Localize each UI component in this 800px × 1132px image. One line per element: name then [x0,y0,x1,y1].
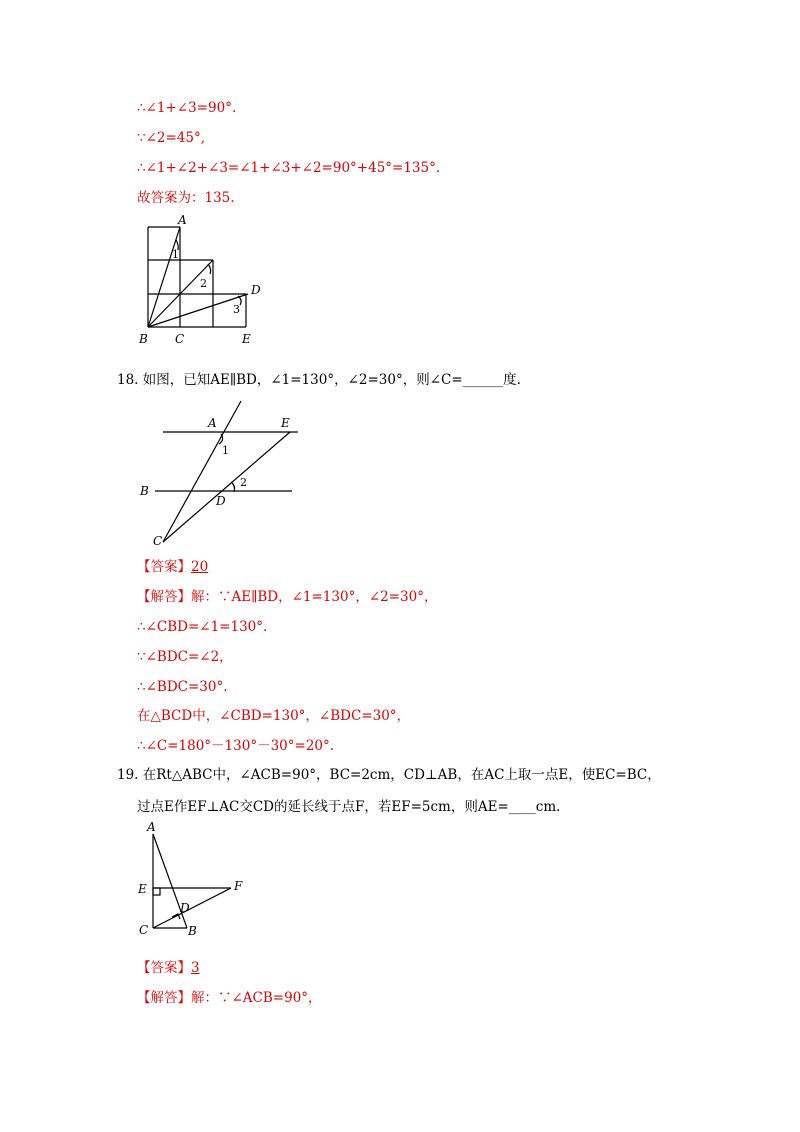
label-A: A [147,820,156,834]
label-C: C [153,534,163,548]
label-A: A [178,213,187,227]
label-C: C [139,923,149,937]
label-1: 1 [222,444,229,457]
label-A: A [208,416,217,430]
label-D: D [180,901,190,915]
label-B: B [139,332,148,346]
solution-line: ∴∠CBD=∠1=130°. [137,619,268,635]
right-triangle-figure [135,818,255,940]
question-19-line-2: 过点E作EF⊥AC交CD的延长线于点F，若EF=5cm，则AE=____cm. [137,799,561,815]
question-18: 18. 如图，已知AE∥BD，∠1=130°，∠2=30°，则∠C=______度. [117,372,521,388]
label-1: 1 [172,248,179,261]
label-2: 2 [240,476,247,489]
label-E: E [138,882,147,896]
solution-line: ∴∠BDC=30°. [137,679,228,695]
solution-line: ∴∠1+∠3=90°. [137,100,237,116]
solution-line: ∴∠1+∠2+∠3=∠1+∠3+∠2=90°+45°=135°. [137,160,441,176]
label-B: B [188,924,197,938]
answer-18 [137,557,208,577]
label-B: B [140,484,149,498]
grid-angle-figure [130,212,270,348]
answer-value: 20 [191,559,209,575]
solution-line: 在△BCD中，∠CBD=130°，∠BDC=30°， [137,708,411,724]
label-D: D [216,494,226,508]
label-3: 3 [233,303,240,316]
label-F: F [234,879,243,893]
solution-line: 【解答】解：∵AE∥BD，∠1=130°，∠2=30°， [137,589,438,605]
solution-line: ∴∠C=180°－130°－30°=20°. [137,738,335,754]
solution-line: ∵∠2=45°, [137,130,206,146]
question-19-line-1: 19. 在Rt△ABC中，∠ACB=90°，BC=2cm，CD⊥AB，在AC上取一点E，使EC=BC， [117,767,661,783]
solution-line: 【解答】解：∵∠ACB=90°， [137,990,322,1006]
solution-line: ∵∠BDC=∠2， [137,649,233,665]
answer-tag: 【答案】 [137,559,191,575]
solution-line: 故答案为：135. [137,190,235,206]
answer-tag: 【答案】 [137,960,191,976]
answer-19 [137,958,200,978]
label-E: E [242,332,251,346]
parallel-lines-figure [135,396,305,548]
label-E: E [281,416,290,430]
answer-value: 3 [191,960,200,976]
label-2: 2 [200,277,207,290]
label-C: C [175,332,185,346]
label-D: D [251,283,261,297]
